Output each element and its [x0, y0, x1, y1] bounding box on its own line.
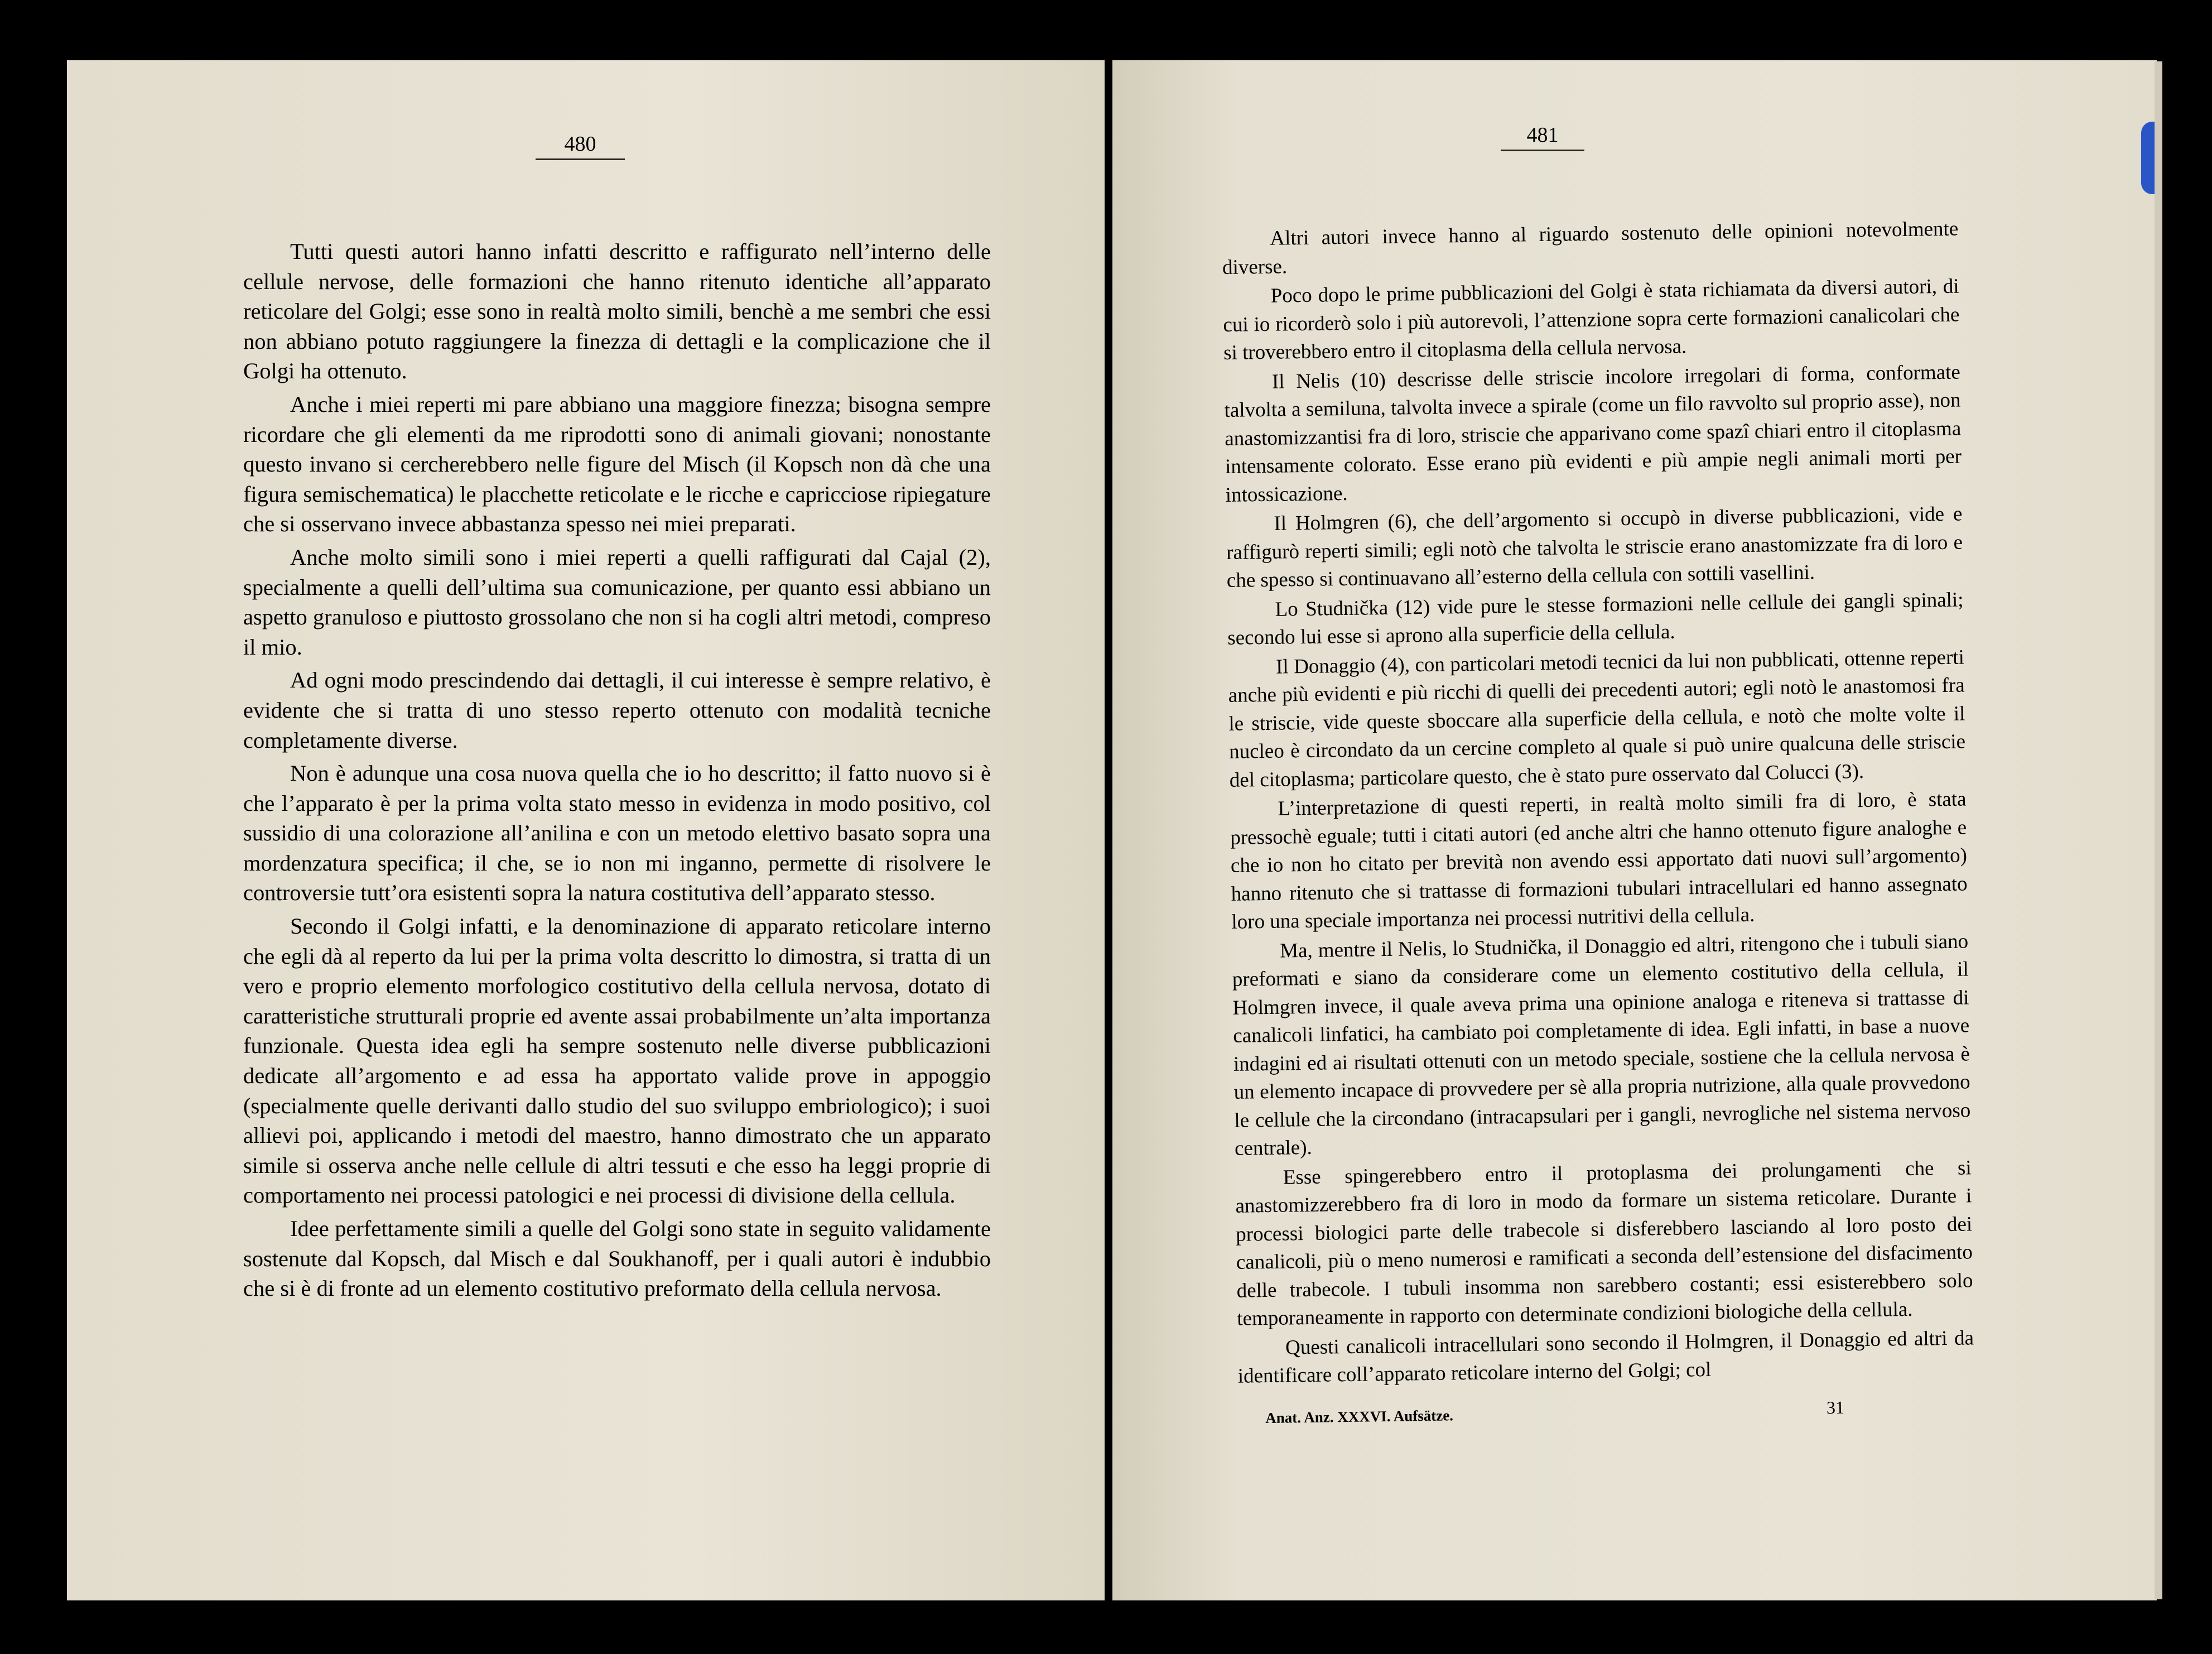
journal-footer: Anat. Anz. XXXVI. Aufsätze. — [1265, 1407, 1454, 1426]
paragraph: Tutti questi autori hanno infatti descritto e raffigurato nell’interno delle cellule nervose, delle formazioni che hanno ritenuto identiche all’apparato reticolare del Golgi; esse sono in realtà molto simili, benchè a me sembri che essi non abbiano potuto raggiungere la finezza di dettagli e la complicazione che il Golgi ha ottenuto. — [243, 239, 991, 384]
paragraph: Ma, mentre il Nelis, lo Studnička, il Donaggio ed altri, ritengono che i tubuli siano preformati e siano da considerare come un elemento costitutivo della cellula, il Holmgren invece, il quale aveva prima una opinione analoga e riteneva si trattasse di canalicoli linfatici, ha cambiato poi completamente di idea. Egli infatti, in base a nuove indagini ed ai risultati ottenuti con un metodo speciale, sostiene che la cellula nervosa è un elemento incapace di provvedere per sè alla propria nutrizione, alla quale provvedono le cellule che la circondano (intracapsulari per i gangli, nevrogliche nel sistema nervoso centrale). — [1232, 929, 1971, 1160]
right-page-text — [1222, 215, 1974, 1392]
paragraph: Il Holmgren (6), che dell’argomento si occupò in diverse pubblicazioni, vide e raffigurò reperti simili; egli notò che talvolta le striscie erano anastomizzate fra di loro e che spesso si continuavano all’esterno della cellula con sottili vasellini. — [1226, 502, 1963, 592]
left-page-text — [243, 237, 991, 1307]
paragraph: L’interpretazione di questi reperti, in realtà molto simili fra di loro, è stata pressochè eguale; tutti i citati autori (ed anche altri che hanno ottenuto figure analoghe e che io non ho citato per brevità non avendo essi apportato dati nuovi sull’argomento) hanno ritenuto che si trattasse di formazioni tubulari intracellulari ed hanno assegnato loro una speciale importanza nei processi nutritivi della cellula. — [1230, 787, 1968, 934]
paragraph: Il Donaggio (4), con particolari metodi tecnici da lui non pubblicati, ottenne reperti anche più evidenti e più ricchi di quelli dei precedenti autori; egli notò le anastomosi fra le striscie, vide queste sboccare alla superficie della cellula, e notò che molte volte il nucleo è circondato da un cercine completo al quale si può unire qualcuna delle striscie del citoplasma; particolare questo, che è stato pure osservato dal Colucci (3). — [1228, 645, 1966, 792]
paragraph: Altri autori invece hanno al riguardo sostenuto delle opinioni notevolmente diverse. — [1222, 217, 1959, 279]
paragraph: Non è adunque una cosa nuova quella che io ho descritto; il fatto nuovo si è che l’apparato è per la prima volta stato messo in evidenza in modo positivo, col sussidio di una colorazione all’anilina e con un metodo elettivo basato sopra una mordenzatura specifica; il che, se io non mi inganno, permette di risolvere le controversie tutt’ora esistenti sopra la natura costitutiva dell’apparato stesso. — [243, 761, 991, 906]
paragraph: Secondo il Golgi infatti, e la denominazione di apparato reticolare interno che egli dà al reperto da lui per la prima volta descritto lo dimostra, si tratta di un vero e proprio elemento morfologico costitutivo della cellula nervosa, dotato di caratteristiche strutturali proprie ed avente assai probabilmente un’alta importanza funzionale. Questa idea egli ha sempre sostenuto nelle diverse pubblicazioni dedicate all’argomento e ad essa ha apportato valide prove in appoggio (specialmente quelle derivanti dallo studio del suo sviluppo embriologico); i suoi allievi poi, applicando i metodi del maestro, hanno dimostrato che un apparato simile si osserva anche nelle cellule di altri tessuti e che esso ha leggi proprie di comportamento nei processi patologici e nei processi di divisione della cellula. — [243, 913, 991, 1208]
paragraph: Esse spingerebbero entro il protoplasma dei prolungamenti che si anastomizzerebbero fra di loro in modo da formare un sistema reticolare. Durante i processi biologici parte delle trabecole si disferebbero lasciando al loro posto dei canalicoli, più o meno numerosi e ramificati a seconda dell’estensione del disfacimento delle trabecole. I tubuli insomma non sarebbero costanti; essi esisterebbero solo temporaneamente in rapporto con determinate condizioni biologiche della cellula. — [1235, 1156, 1973, 1330]
left-page-number: 480 — [536, 132, 625, 160]
page-edge — [2155, 61, 2162, 1599]
paragraph: Ad ogni modo prescindendo dai dettagli, il cui interesse è sempre relativo, è evidente che si tratta di uno stesso reperto ottenuto con modalità tecniche completamente diverse. — [243, 667, 991, 753]
signature-number: 31 — [1826, 1397, 1845, 1418]
paragraph: Questi canalicoli intracellulari sono secondo il Holmgren, il Donaggio ed altri da identificare coll’apparato reticolare interno del Golgi; col — [1237, 1326, 1974, 1388]
paragraph: Il Nelis (10) descrisse delle striscie incolore irregolari di forma, conformate talvolta a semiluna, talvolta invece a spirale (come un filo ravvolto sul proprio asse), non anastomizzantisi fra di loro, striscie che apparivano come spazî chiari entro il citoplasma intensamente colorato. Esse erano più evidenti e più ampie negli animali morti per intossicazione. — [1224, 360, 1962, 507]
right-page-number: 481 — [1501, 123, 1584, 151]
paragraph: Idee perfettamente simili a quelle del Golgi sono state in seguito validamente sostenute dal Kopsch, dal Misch e dal Soukhanoff, per i quali autori è indubbio che si è di fronte ad un elemento costitutivo preformato della cellula nervosa. — [243, 1216, 991, 1301]
paragraph: Anche i miei reperti mi pare abbiano una maggiore finezza; bisogna sempre ricordare che gli elementi da me riprodotti sono di animali giovani; nonostante questo invano si cercherebbero nelle figure del Misch (il Kopsch non dà che una figura semischematica) le placchette reticolate e le ricche e capricciose ripiegature che si osservano invece abbastanza spesso nei miei preparati. — [243, 391, 991, 537]
paragraph: Lo Studnička (12) vide pure le stesse formazioni nelle cellule dei gangli spinali; secondo lui esse si aprono alla superficie della cellula. — [1227, 588, 1964, 650]
blue-tab — [2141, 122, 2155, 194]
paragraph: Anche molto simili sono i miei reperti a quelli raffigurati dal Cajal (2), specialmente a quelli dell’ultima sua comunicazione, per quanto essi abbiano un aspetto granuloso e piuttosto grossolano che non si ha cogli altri metodi, compreso il mio. — [243, 544, 991, 660]
paragraph: Poco dopo le prime pubblicazioni del Golgi è stata richiamata da diversi autori, di cui io ricorderò solo i più autorevoli, l’attenzione sopra certe formazioni canalicolari che si troverebbero entro il citoplasma della cellula nervosa. — [1223, 275, 1960, 364]
